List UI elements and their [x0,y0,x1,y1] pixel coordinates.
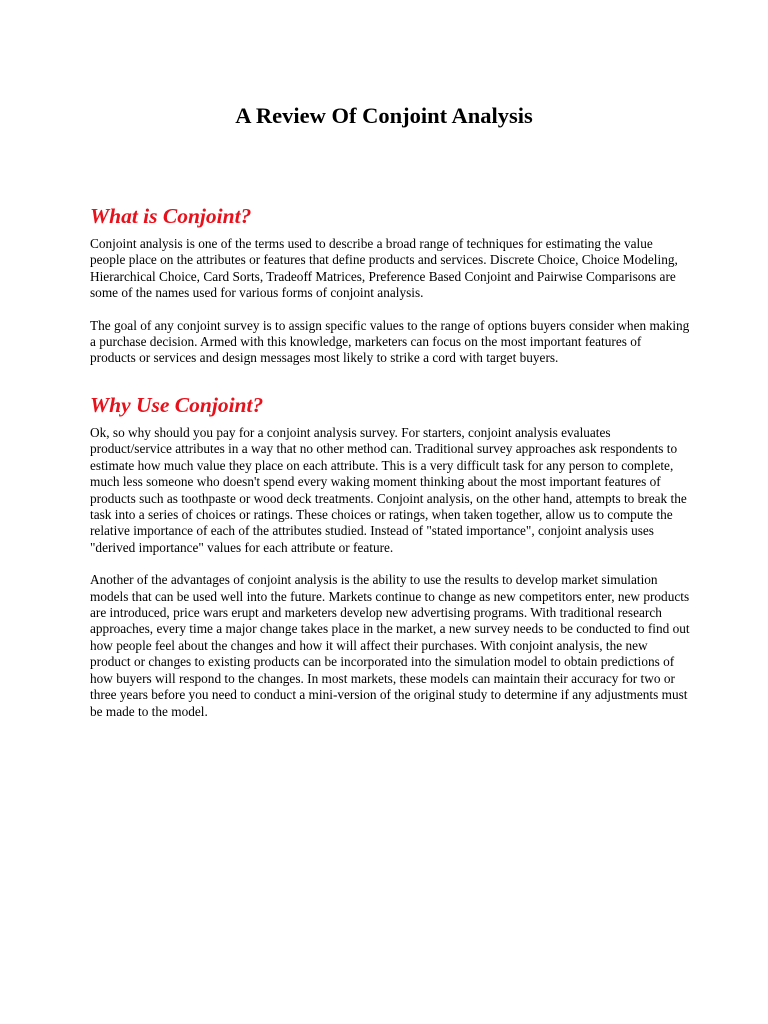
section-heading: Why Use Conjoint? [90,393,264,417]
section-why-use-conjoint [90,391,690,736]
section-paragraph: The goal of any conjoint survey is to assign specific values to the range of options buyers consider when making a purchase decision. Armed with this knowledge, marketers can focus on the most important features of products or services and design messages most likely to strike a cord with target buyers. [90,317,690,366]
document-title: A Review Of Conjoint Analysis [235,103,533,128]
section-paragraph: Conjoint analysis is one of the terms used to describe a broad range of techniques for estimating the value people place on the attributes or features that define products and services. Discrete Choice, Choice Modeling, Hierarchical Choice, Card Sorts, Tradeoff Matrices, Preference Based Conjoint and Pairwise Comparisons are some of the names used for various forms of conjoint analysis. [90,236,678,301]
section-paragraph: Ok, so why should you pay for a conjoint analysis survey. For starters, conjoint analysis evaluates product/service attributes in a way that no other method can. Traditional survey approaches ask respondents to estimate how much value they place on each attribute. This is a very difficult task for any person to complete, much less someone who doesn't spend every waking moment thinking about the most important features of products such as toothpaste or wood deck treatments. Conjoint analysis, on the other hand, attempts to break the task into a series of choices or ratings. These choices or ratings, when taken together, allow us to compute the relative importance of each of the attributes studied. Instead of "stated importance", conjoint analysis uses "derived importance" values for each attribute or feature. [90,425,687,555]
section-heading: What is Conjoint? [90,204,252,228]
section-paragraph: Another of the advantages of conjoint analysis is the ability to use the results to develop market simulation models that can be used well into the future. Markets continue to change as new competitors enter, new products are introduced, price wars erupt and marketers develop new advertising programs. With traditional research approaches, every time a major change takes place in the market, a new survey needs to be conducted to find out how people feel about the changes and how it will affect their purchases. With conjoint analysis, the new product or changes to existing products can be incorporated into the simulation model to obtain predictions of how buyers will respond to the changes. In most markets, these models can maintain their accuracy for two or three years before you need to conduct a mini-version of the original study to determine if any adjustments must be made to the model. [90,572,690,719]
section-what-is-conjoint [90,202,690,383]
